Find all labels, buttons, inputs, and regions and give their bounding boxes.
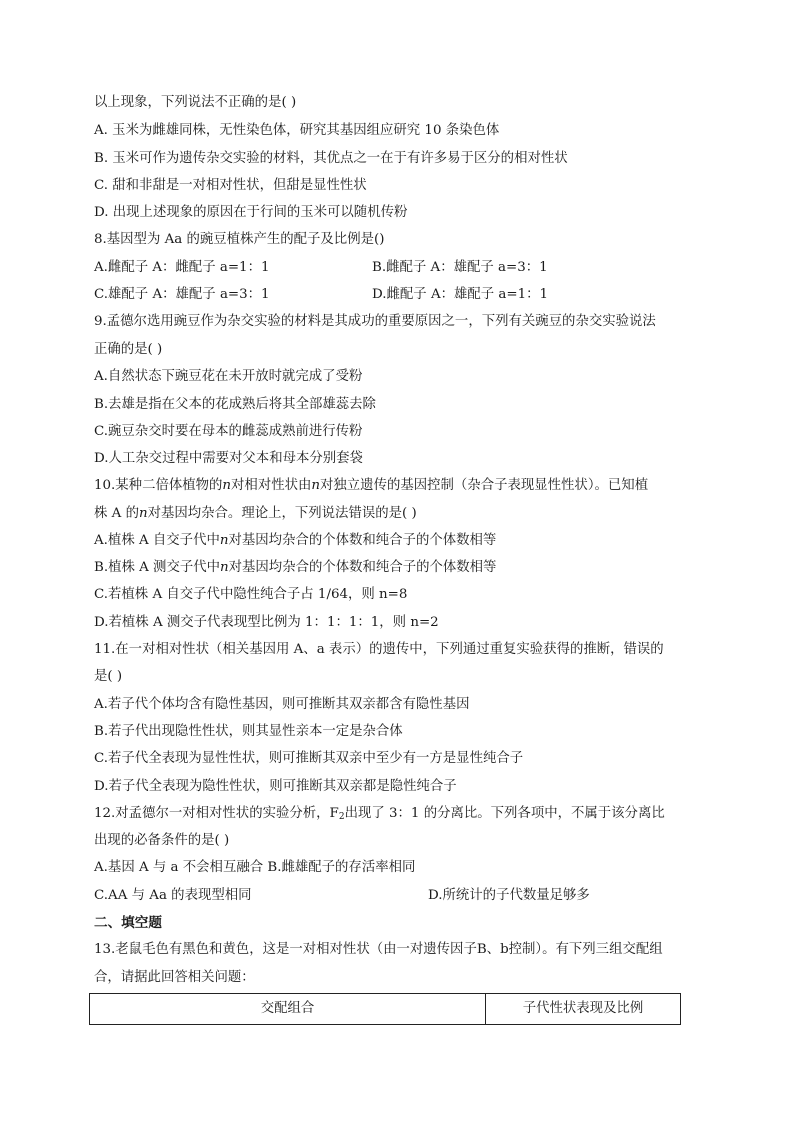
q12-option-a-b: A.基因 A 与 a 不会相互融合 B.雌雄配子的存活率相同 — [94, 860, 416, 875]
q7-option-d: D. 出现上述现象的原因在于行间的玉米可以随机传粉 — [94, 205, 408, 220]
q10-stem-line2 — [94, 505, 417, 523]
table-header-row — [90, 994, 681, 1025]
q9-stem-line2: 正确的是( ) — [94, 342, 163, 357]
q13-stem-line2: 合，请据此回答相关问题： — [94, 970, 255, 985]
q7-option-a: A. 玉米为雌雄同株，无性染色体，研究其基因组应研究 10 条染色体 — [94, 123, 500, 138]
text-segment: 10.某种二倍体植物的 — [94, 478, 223, 493]
q12-option-c: C.AA 与 Aa 的表现型相同 — [94, 888, 252, 903]
q13-stem-line1: 13.老鼠毛色有黑色和黄色，这是一对相对性状（由一对遗传因子B、b控制）。有下列三组交配组 — [94, 942, 663, 957]
text-segment: 对基因均杂合的个体数和纯合子的个体数相等 — [228, 533, 497, 548]
q8-stem: 8.基因型为 Aa 的豌豆植株产生的配子及比例是() — [94, 232, 385, 247]
text-segment: B.植株 A 测交子代中 — [94, 560, 221, 575]
variable-n: n — [220, 560, 229, 575]
text-segment: 对相对性状由 — [231, 478, 312, 493]
q7-stem-tail: 以上现象，下列说法不正确的是( ) — [94, 95, 297, 110]
q9-stem-line1: 9.孟德尔选用豌豆作为杂交实验的材料是其成功的重要原因之一，下列有关豌豆的杂交实验说法 — [94, 314, 656, 329]
q10-option-a — [94, 532, 496, 550]
variable-n: n — [219, 533, 229, 548]
q7-option-c: C. 甜和非甜是一对相对性状，但甜是显性性状 — [94, 178, 367, 193]
text-segment: 株 A 的 — [94, 506, 139, 521]
section-heading: 二、填空题 — [94, 915, 162, 931]
q10-stem-line1 — [94, 477, 648, 495]
text-segment: 12.对孟德尔一对相对性状的实验分析，F — [94, 806, 339, 821]
subscript: 2 — [338, 812, 345, 822]
cross-table — [89, 993, 681, 1025]
q11-option-b: B.若子代出现隐性性状，则其显性亲本一定是杂合体 — [94, 724, 403, 739]
q7-option-b: B. 玉米可作为遗传杂交实验的材料，其优点之一在于有许多易于区分的相对性状 — [94, 151, 568, 166]
q11-option-a: A.若子代个体均含有隐性基因，则可推断其双亲都含有隐性基因 — [94, 697, 470, 712]
q9-option-a: A.自然状态下豌豆花在未开放时就完成了受粉 — [94, 369, 363, 384]
variable-n: n — [138, 506, 148, 521]
table-header-cell: 子代性状表现及比例 — [486, 994, 681, 1025]
text-segment: 出现了 3：1 的分离比。下列各项中，不属于该分离比 — [344, 806, 665, 821]
q10-option-c: C.若植株 A 自交子代中隐性纯合子占 1/64，则 n=8 — [94, 587, 408, 602]
q10-option-d: D.若植株 A 测交子代表现型比例为 1：1：1：1，则 n=2 — [94, 615, 439, 630]
table-header-cell: 交配组合 — [90, 994, 486, 1025]
q10-option-b — [94, 559, 496, 577]
q11-option-d: D.若子代全表现为隐性性状，则可推断其双亲都是隐性纯合子 — [94, 779, 457, 794]
text-segment: 对基因均杂合的个体数和纯合子的个体数相等 — [228, 560, 497, 575]
q12-stem-line2: 出现的必备条件的是( ) — [94, 833, 230, 848]
q8-option-b: B.雌配子 A：雄配子 a=3：1 — [372, 260, 548, 275]
q9-option-d: D.人工杂交过程中需要对父本和母本分别套袋 — [94, 451, 363, 466]
text-segment: A.植株 A 自交子代中 — [94, 533, 220, 548]
q11-option-c: C.若子代全表现为显性性状，则可推断其双亲中至少有一方是显性纯合子 — [94, 751, 524, 766]
q8-option-d: D.雌配子 A：雄配子 a=1：1 — [372, 287, 549, 302]
q9-option-c: C.豌豆杂交时要在母本的雌蕊成熟前进行传粉 — [94, 424, 363, 439]
q11-stem-line1: 11.在一对相对性状（相关基因用 A、a 表示）的遗传中，下列通过重复实验获得的推断，错误的 — [94, 642, 664, 657]
text-segment: 对独立遗传的基因控制（杂合子表现显性性状）。已知植 — [320, 478, 649, 493]
q9-option-b: B.去雄是指在父本的花成熟后将其全部雄蕊去除 — [94, 397, 376, 412]
q8-option-c: C.雄配子 A：雄配子 a=3：1 — [94, 287, 270, 302]
q12-option-d: D.所统计的子代数量足够多 — [428, 888, 590, 903]
q11-stem-line2: 是( ) — [94, 669, 123, 684]
q8-option-a: A.雌配子 A：雌配子 a=1：1 — [94, 260, 270, 275]
text-segment: 对基因均杂合。理论上，下列说法错误的是( ) — [147, 506, 417, 521]
q12-stem-line1 — [94, 805, 665, 826]
variable-n: n — [311, 478, 321, 493]
variable-n: n — [222, 478, 232, 493]
